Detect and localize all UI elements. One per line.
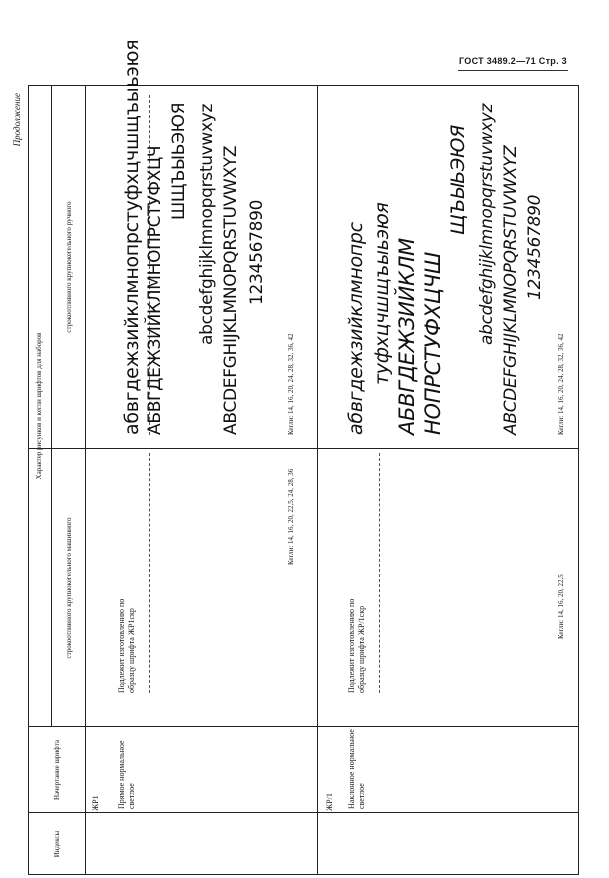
row1-sample-line-5: ABCDEFGHIJKLMNOPQRSTUVWXYZ xyxy=(221,145,241,435)
row1-sample-line-3: ШЩЪЫЬЭЮЯ xyxy=(169,102,189,220)
row1-sample-line-1: абвгдежзийклмнопрстуфхцчшщъыьэюя xyxy=(121,39,143,435)
row2-sample-line-5: ЩЪЫЬЭЮЯ xyxy=(447,124,469,235)
row-divider xyxy=(317,85,318,875)
row2-style: Наклонное нормальное светлое xyxy=(347,729,366,809)
row2-sample-line-7: ABCDEFGHIJKLMNOPQRSTUVWXYZ xyxy=(501,145,521,435)
col-divider-style xyxy=(29,726,578,727)
row1-sample-line-4: abcdefghijklmnopqrstuvwxyz xyxy=(197,103,217,345)
row2-index: ЖР/1 xyxy=(325,793,334,811)
group-header-rule xyxy=(51,85,52,727)
row1-machine-sizes: Кегли: 14, 16, 20, 22,5, 24, 28, 36 xyxy=(287,468,295,565)
header-index: Индексы xyxy=(53,830,61,858)
row1-index: ЖР1 xyxy=(91,795,100,811)
row2-sample-line-4: НОПРСТУФХЦЧШ xyxy=(421,251,445,435)
row2-sample-line-6: abcdefghijklmnopqrstuvwxyz xyxy=(477,103,497,345)
header-manual: строкоотливного крупнокегельного ручного xyxy=(65,201,73,333)
table-border-left xyxy=(29,874,578,875)
row2-machine-note: Подлежит изготовлению по образцу шрифта ЖР/1скр xyxy=(347,598,366,693)
row1-sample-line-6: 1234567890 xyxy=(247,199,267,305)
row2-machine-sizes: Кегли: 14, 16, 20, 22,5 xyxy=(557,574,565,639)
row2-machine-dash xyxy=(379,453,380,693)
row1-sample-line-2: АБВГДЕЖЗИЙКЛМНОПРСТУФХЦЧ xyxy=(145,145,165,435)
header-group: Характер рисунков и кегли шрифтов для наборов xyxy=(35,332,43,480)
col-divider-index xyxy=(29,812,578,813)
row2-sample-line-1: абвгдежзийклмнопрс xyxy=(345,222,367,435)
header-machine: строкоотливного крупнокегельного машинного xyxy=(65,517,73,659)
row1-machine-dash xyxy=(149,453,150,693)
header-style: Начертание шрифта xyxy=(53,740,61,800)
header-bottom-rule xyxy=(85,85,86,875)
row1-style: Прямое нормальное светлое xyxy=(117,740,136,809)
table-border-right xyxy=(29,85,578,86)
row2-manual-sizes: Кегли: 14, 16, 20, 24, 28, 32, 36, 42 xyxy=(557,333,565,435)
row1-machine-note: Подлежит изготовлению по образцу шрифта ЖР1скр xyxy=(117,598,136,693)
row1-manual-sizes: Кегли: 14, 16, 20, 24, 28, 32, 36, 42 xyxy=(287,333,295,435)
continued-label: Продолжение xyxy=(12,93,22,147)
row2-sample-line-3: АБВГДЕЖЗИЙКЛМ xyxy=(395,238,419,435)
row2-sample-line-2: туфхцчшщъыьэюя xyxy=(371,202,393,385)
col-divider-machine xyxy=(29,448,578,449)
page-header: ГОСТ 3489.2—71 Стр. 3 xyxy=(458,56,567,66)
row2-sample-line-8: 1234567890 xyxy=(525,194,545,300)
header-rule xyxy=(458,70,568,71)
